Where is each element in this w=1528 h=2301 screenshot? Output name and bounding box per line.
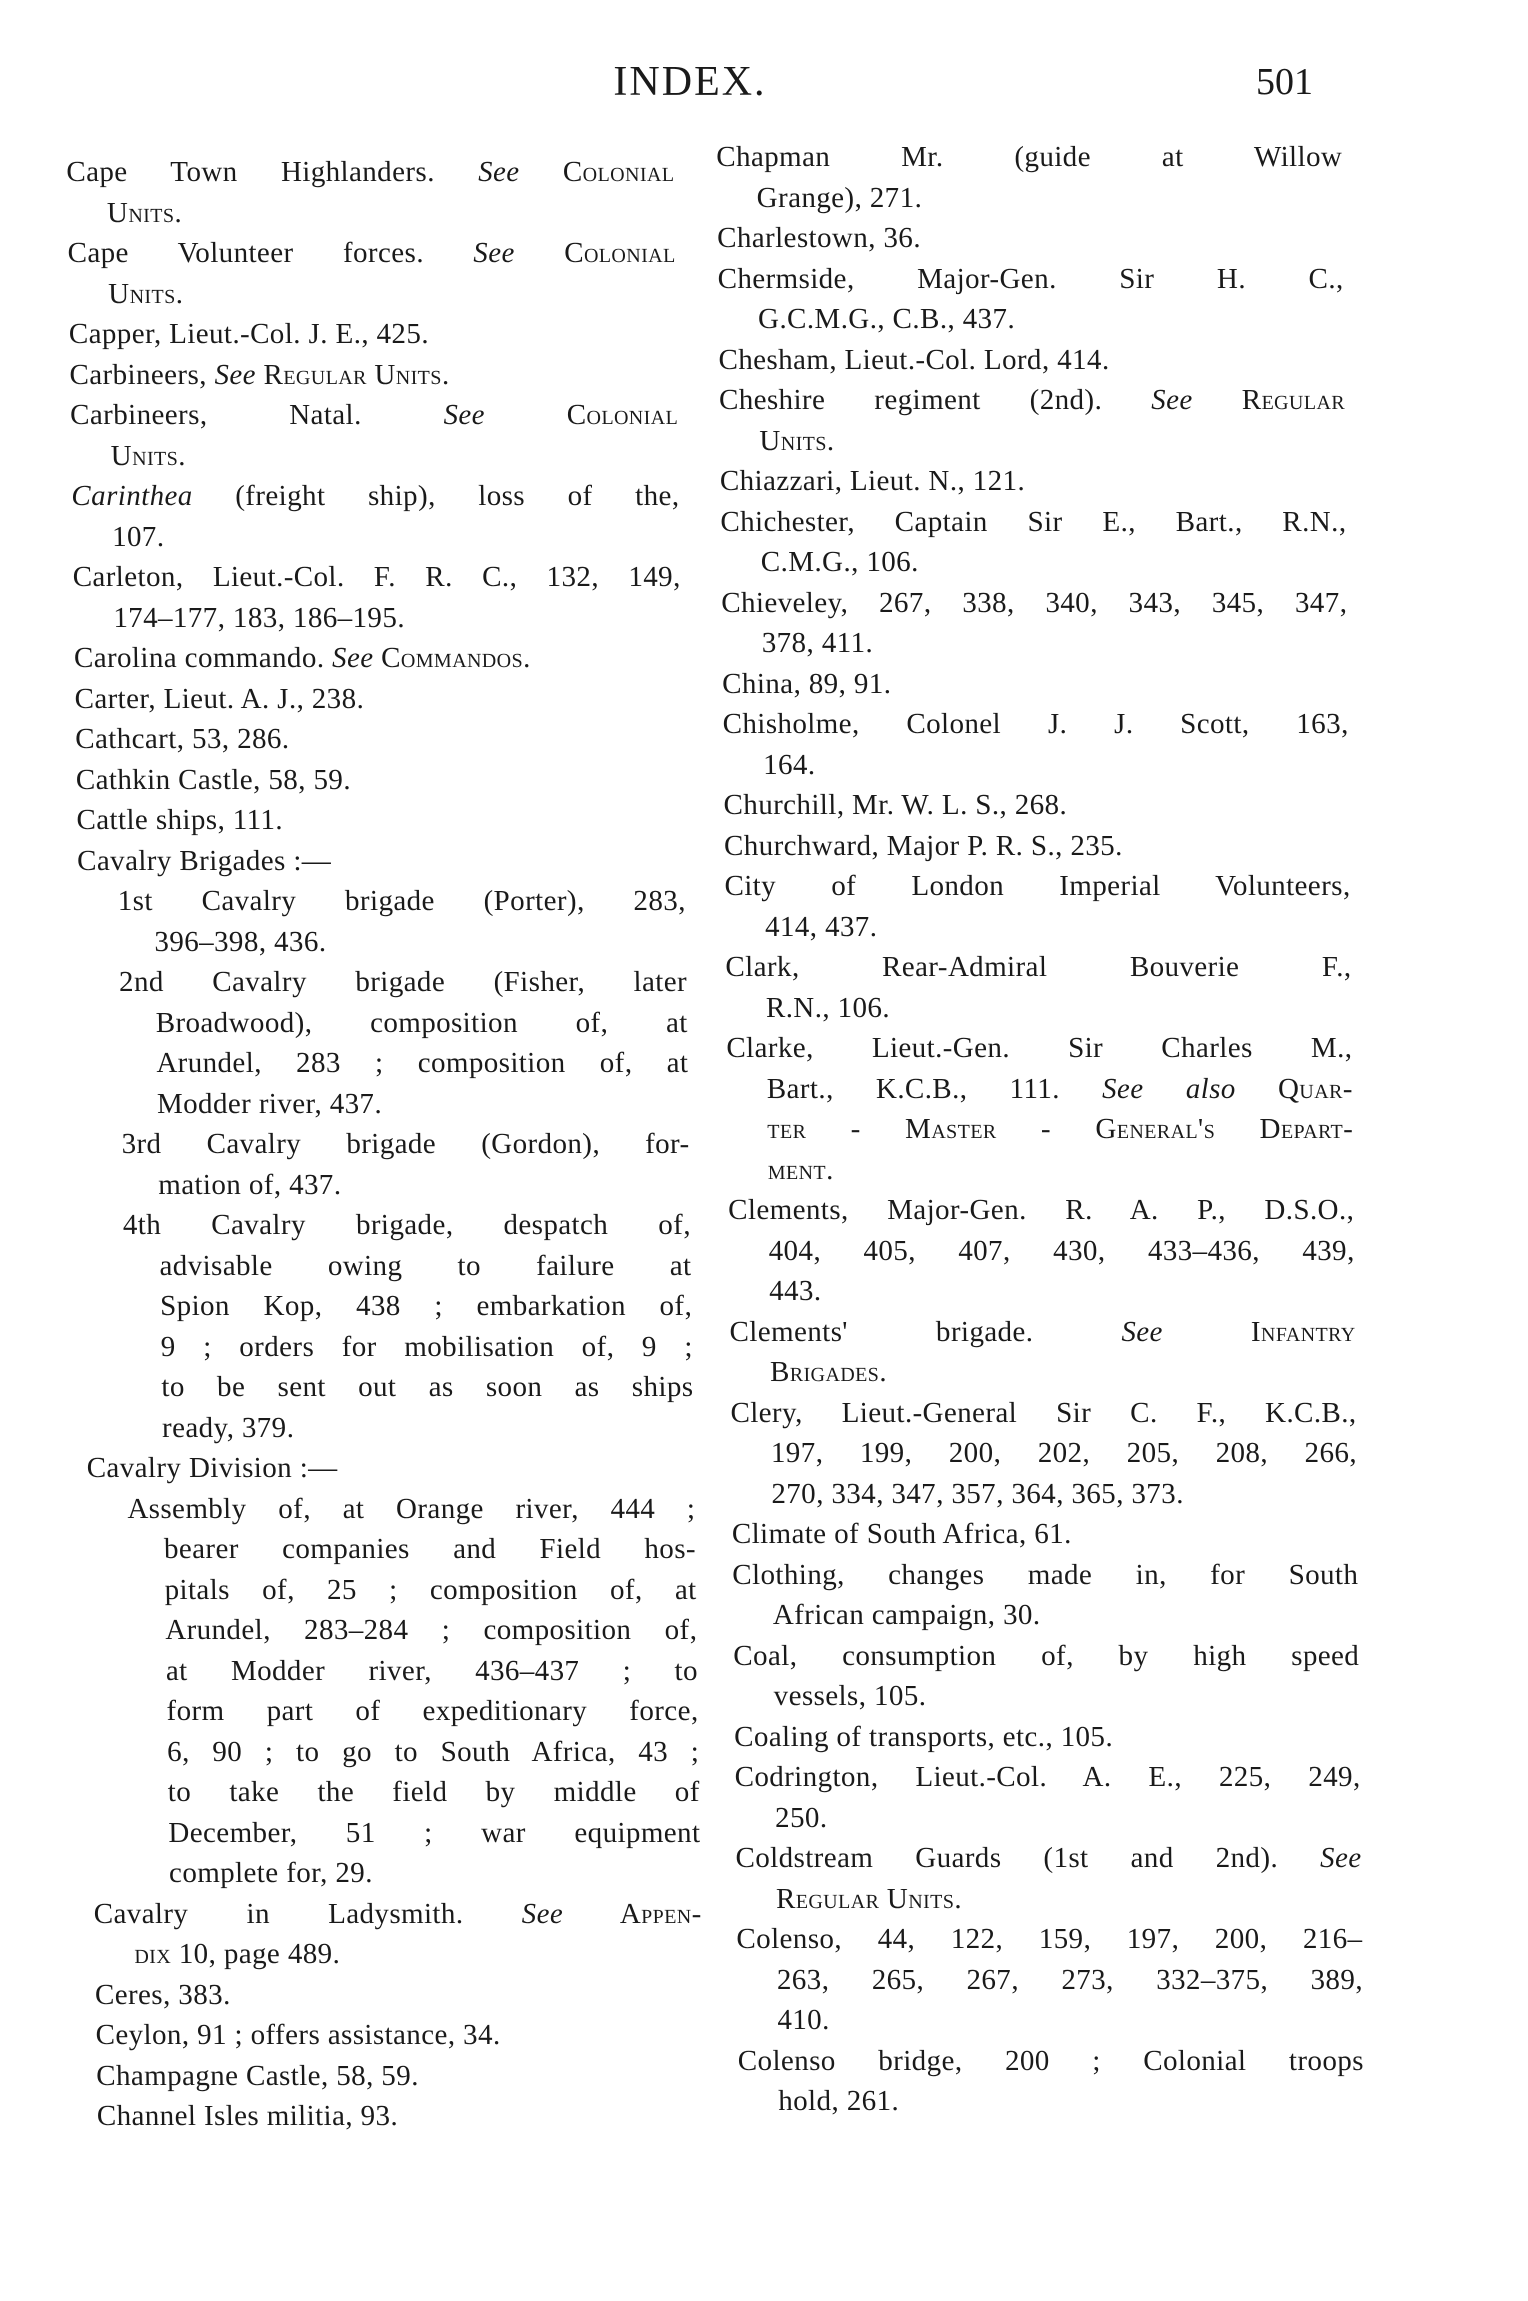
entry-text: Chichester, Captain Sir E., Bart., R.N., (720, 505, 1347, 538)
index-column-right (716, 137, 1365, 2122)
index-entry (718, 340, 1344, 381)
index-entry (79, 962, 688, 1003)
entry-text: Carolina commando. (73, 642, 333, 674)
entry-text: City of London Imperial Volunteers, (724, 870, 1351, 902)
entry-text: 164. (762, 748, 816, 781)
entry-text: Chisholme, Colonel J. J. Scott, 163, (722, 708, 1349, 740)
entry-text: Ceylon, 91 ; offers assistance, 34. (95, 2019, 501, 2051)
entry-text: Clements' brigade. (729, 1315, 1122, 1348)
index-entry (724, 826, 1350, 867)
index-entry (74, 679, 683, 720)
index-entry (723, 785, 1349, 826)
index-entry (730, 1393, 1356, 1434)
index-entry-continuation (736, 1879, 1362, 1920)
entry-text: Carbineers, (69, 358, 215, 391)
entry-text: Cape Volunteer forces. (67, 237, 474, 269)
entry-text: 263, 265, 267, 273, 332–375, 389, (776, 1963, 1364, 1996)
entry-text: (freight ship), loss of the, (192, 480, 680, 512)
index-entry-continuation (88, 1529, 697, 1570)
entry-text: 1st Cavalry brigade (Porter), 283, (117, 885, 687, 917)
entry-text: 174–177, 183, 186–195. (113, 601, 406, 634)
small-caps-text: Colonial (519, 156, 675, 188)
index-entry-continuation (70, 436, 679, 477)
index-entry (93, 1894, 702, 1935)
entry-text: Cathkin Castle, 58, 59. (75, 763, 352, 796)
entry-text: Chieveley, 267, 338, 340, 343, 345, 347, (721, 586, 1348, 619)
index-entry-continuation (722, 623, 1348, 664)
entry-text: Spion Kop, 438 ; embarkation of, (159, 1290, 693, 1322)
index-entry-continuation (91, 1772, 700, 1813)
index-entry (86, 1448, 695, 1489)
entry-text: 197, 199, 200, 202, 205, 208, 266, (770, 1437, 1358, 1469)
index-entry (72, 557, 681, 598)
entry-text: Grange), 271. (756, 181, 923, 214)
entry-text: Cheshire regiment (2nd). (718, 384, 1152, 416)
small-caps-text: Commandos. (373, 642, 531, 674)
index-entry-continuation (733, 1595, 1359, 1636)
index-entry-continuation (728, 1231, 1354, 1272)
small-caps-text: Regular (1192, 384, 1346, 416)
index-entry-continuation (94, 1934, 703, 1975)
index-entry (717, 259, 1343, 300)
index-entry (71, 476, 680, 517)
entry-text: Carbineers, Natal. (69, 399, 444, 431)
index-entry-continuation (731, 1433, 1357, 1474)
index-entry-continuation (730, 1352, 1356, 1393)
entry-text: Broadwood), composition of, at (155, 1006, 688, 1039)
index-entry (96, 2056, 705, 2097)
entry-text: Arundel, 283 ; composition of, at (156, 1047, 689, 1079)
entry-text: mation of, 437. (157, 1168, 342, 1201)
italic-text: Carinthea (71, 480, 193, 512)
small-caps-text: Quar- (1235, 1072, 1353, 1105)
index-entry (83, 1205, 692, 1246)
index-entry (76, 800, 685, 841)
index-entry-continuation (82, 1165, 691, 1206)
entry-text: Cape Town Highlanders. (66, 156, 479, 188)
index-entry (716, 137, 1342, 178)
entry-text: to take the field by middle of (167, 1776, 701, 1808)
index-entry-continuation (84, 1327, 693, 1368)
entry-text: 410. (777, 2004, 830, 2036)
index-entry (732, 1514, 1358, 1555)
entry-text: Clarke, Lieut.-Gen. Sir Charles M., (726, 1032, 1353, 1064)
italic-text: See (477, 156, 520, 188)
italic-text: See (521, 1897, 564, 1930)
entry-text: at Modder river, 436–437 ; to (165, 1654, 699, 1687)
index-entry-continuation (80, 1043, 689, 1084)
index-entry (67, 233, 676, 274)
entry-text: Clements, Major-Gen. R. A. P., D.S.O., (727, 1194, 1355, 1226)
small-caps-text: Units. (107, 277, 184, 310)
entry-text: R.N., 106. (765, 991, 891, 1024)
index-entry (69, 355, 678, 396)
index-entry-continuation (81, 1084, 690, 1125)
index-entry (732, 1555, 1358, 1596)
entry-text: China, 89, 91. (722, 667, 892, 700)
entry-text: bearer companies and Field hos- (163, 1533, 697, 1565)
index-entry-continuation (738, 2081, 1364, 2122)
index-entry (726, 1028, 1352, 1069)
small-caps-text: Colonial (484, 399, 679, 431)
italic-text: See (443, 399, 486, 431)
index-entry (728, 1190, 1354, 1231)
entry-text: G.C.M.G., C.B., 437. (757, 303, 1016, 335)
index-entry-continuation (723, 745, 1349, 786)
index-entry-continuation (727, 1109, 1353, 1150)
entry-text: 6, 90 ; to go to South Africa, 43 ; (166, 1735, 700, 1768)
index-entry-continuation (78, 922, 687, 963)
index-entry (81, 1124, 690, 1165)
index-entry-continuation (727, 1150, 1353, 1191)
entry-text: Capper, Lieut.-Col. J. E., 425. (68, 318, 430, 350)
index-entry-continuation (89, 1610, 698, 1651)
index-entry-continuation (737, 2000, 1363, 2041)
index-entry-continuation (73, 598, 682, 639)
entry-text: C.M.G., 106. (760, 546, 919, 578)
entry-text: Ceres, 383. (94, 1978, 231, 2011)
entry-text: Chapman Mr. (guide at Willow (716, 141, 1343, 173)
index-entry (70, 395, 679, 436)
index-entry-continuation (716, 178, 1342, 219)
small-caps-text: Regular Units. (255, 358, 450, 391)
index-entry (733, 1636, 1359, 1677)
entry-text: 404, 405, 407, 430, 433–436, 439, (768, 1234, 1355, 1267)
small-caps-text: Units. (110, 439, 187, 472)
entry-text: form part of expeditionary force, (166, 1695, 699, 1727)
entry-text: ready, 379. (161, 1411, 295, 1444)
index-entry-continuation (79, 1003, 688, 1044)
small-caps-text: Units. (759, 424, 835, 457)
small-caps-text: dix (134, 1938, 172, 1970)
index-entry (724, 866, 1350, 907)
entry-text: 3rd Cavalry brigade (Gordon), for- (121, 1128, 690, 1160)
entry-text: 378, 411. (761, 627, 874, 659)
index-entry (74, 638, 683, 679)
index-entry (721, 583, 1347, 624)
index-entry-continuation (726, 988, 1352, 1029)
index-entry (75, 719, 684, 760)
entry-text: 9 ; orders for mobilisation of, 9 ; (160, 1330, 694, 1363)
index-entry-continuation (67, 193, 676, 234)
index-entry-continuation (72, 517, 681, 558)
entry-text: 270, 334, 347, 357, 364, 365, 373. (771, 1477, 1184, 1510)
entry-text: Chesham, Lieut.-Col. Lord, 414. (718, 343, 1110, 376)
index-entry-continuation (731, 1474, 1357, 1515)
index-entry-continuation (719, 421, 1345, 462)
entry-text: 396–398, 436. (154, 925, 327, 958)
small-caps-text: ter - Master - General's Depart- (767, 1113, 1354, 1145)
index-entry-continuation (90, 1651, 699, 1692)
entry-text: Modder river, 437. (156, 1087, 383, 1120)
entry-text: 4th Cavalry brigade, despatch of, (122, 1209, 692, 1241)
entry-text: Colenso, 44, 122, 159, 197, 200, 216– (736, 1923, 1363, 1955)
page-title: INDEX. (613, 59, 767, 105)
index-entry-continuation (83, 1246, 692, 1287)
entry-text: to be sent out as soon as ships (161, 1371, 694, 1403)
entry-text: Cavalry Brigades :— (76, 844, 332, 877)
entry-text: Cathcart, 53, 286. (74, 723, 290, 755)
index-entry (76, 760, 685, 801)
entry-text: December, 51 ; war equipment (168, 1816, 701, 1849)
index-entry-continuation (737, 1960, 1363, 2001)
entry-text: Coal, consumption of, by high speed (733, 1639, 1360, 1672)
index-entry-continuation (725, 907, 1351, 948)
index-entry (734, 1757, 1360, 1798)
index-entry (97, 2096, 706, 2137)
index-entry (734, 1717, 1360, 1758)
index-entry (720, 502, 1346, 543)
index-entry-continuation (718, 299, 1344, 340)
entry-text: Cavalry in Ladysmith. (93, 1897, 522, 1930)
entry-text: 107. (111, 520, 165, 553)
italic-text: See (1121, 1315, 1163, 1348)
index-entry-continuation (88, 1570, 697, 1611)
small-caps-text: Colonial (514, 237, 676, 269)
entry-text: Churchward, Major P. R. S., 235. (723, 829, 1123, 862)
entry-text: Clery, Lieut.-General Sir C. F., K.C.B., (730, 1396, 1357, 1429)
index-entry (735, 1838, 1361, 1879)
small-caps-text: Units. (106, 196, 183, 229)
entry-text: Clark, Rear-Admiral Bouverie F., (725, 951, 1352, 983)
entry-text: Charlestown, 36. (716, 222, 922, 254)
index-entry (725, 947, 1351, 988)
small-caps-text: Regular Units. (775, 1882, 963, 1915)
entry-text: Coldstream Guards (1st and 2nd). (735, 1842, 1321, 1874)
index-entry (95, 2015, 704, 2056)
entry-text: Champagne Castle, 58, 59. (95, 2059, 419, 2092)
entry-text: African campaign, 30. (772, 1599, 1041, 1631)
small-caps-text: ment. (767, 1153, 834, 1186)
entry-text: 414, 437. (764, 910, 878, 943)
index-entry (720, 461, 1346, 502)
entry-text: hold, 261. (778, 2085, 900, 2117)
entry-text: Chermside, Major-Gen. Sir H. C., (717, 262, 1344, 295)
entry-text: Arundel, 283–284 ; composition of, (164, 1614, 698, 1646)
index-entry-continuation (721, 542, 1347, 583)
entry-text: Chiazzari, Lieut. N., 121. (719, 465, 1026, 497)
index-entry-continuation (735, 1798, 1361, 1839)
entry-text: 443. (768, 1275, 822, 1307)
index-entry (66, 152, 675, 193)
entry-text: 2nd Cavalry brigade (Fisher, later (118, 966, 688, 998)
index-entry (719, 380, 1345, 421)
index-entry-continuation (93, 1853, 702, 1894)
entry-text: Cavalry Division :— (86, 1452, 338, 1484)
italic-text: See (1151, 384, 1193, 416)
index-entry (77, 841, 686, 882)
index-entry (95, 1975, 704, 2016)
index-entry-continuation (729, 1271, 1355, 1312)
page-number: 501 (1256, 61, 1313, 103)
entry-text: Climate of South Africa, 61. (731, 1518, 1072, 1550)
index-entry-continuation (90, 1691, 699, 1732)
index-entry (736, 1919, 1362, 1960)
index-entry-continuation (92, 1813, 701, 1854)
entry-text: Assembly of, at Orange river, 444 ; (127, 1492, 696, 1525)
italic-text: See (214, 358, 257, 391)
index-entry (729, 1312, 1355, 1353)
entry-text: 10, page 489. (170, 1938, 341, 1970)
entry-text: Carter, Lieut. A. J., 238. (74, 682, 365, 715)
index-entry-continuation (85, 1367, 694, 1408)
italic-text: See also (1101, 1072, 1236, 1105)
index-entry (77, 881, 686, 922)
italic-text: See (331, 642, 374, 674)
entry-text: vessels, 105. (773, 1680, 927, 1712)
entry-text: Clothing, changes made in, for South (732, 1558, 1359, 1591)
entry-text: Carleton, Lieut.-Col. F. R. C., 132, 149, (72, 561, 681, 593)
index-entry (738, 2041, 1364, 2082)
italic-text: See (1319, 1842, 1362, 1874)
entry-text: Coaling of transports, etc., 105. (733, 1720, 1114, 1753)
index-entry (717, 218, 1343, 259)
index-entry-continuation (84, 1286, 693, 1327)
index-entry-continuation (91, 1732, 700, 1773)
index-entry-continuation (727, 1069, 1353, 1110)
entry-text: advisable owing to failure at (159, 1249, 692, 1282)
index-entry-continuation (733, 1676, 1359, 1717)
index-entry (722, 704, 1348, 745)
small-caps-text: Brigades. (769, 1356, 888, 1388)
index-entry-continuation (86, 1408, 695, 1449)
index-entry (69, 314, 678, 355)
entry-text: 250. (774, 1801, 828, 1834)
entry-text: Churchill, Mr. W. L. S., 268. (723, 789, 1068, 821)
italic-text: See (473, 237, 515, 269)
index-entry-continuation (68, 274, 677, 315)
entry-text: Cattle ships, 111. (76, 804, 284, 836)
index-entry (87, 1489, 696, 1530)
index-column-left (66, 152, 705, 2137)
entry-text: Codrington, Lieut.-Col. A. E., 225, 249, (734, 1761, 1361, 1793)
index-entry (722, 664, 1348, 705)
entry-text: Bart., K.C.B., 111. (766, 1072, 1103, 1105)
entry-text: Colenso bridge, 200 ; Colonial troops (737, 2044, 1365, 2077)
entry-text: Channel Isles militia, 93. (96, 2100, 399, 2132)
small-caps-text: Appen- (562, 1897, 702, 1930)
entry-text: pitals of, 25 ; composition of, at (164, 1573, 697, 1606)
small-caps-text: Infantry (1162, 1315, 1356, 1348)
entry-text: complete for, 29. (168, 1857, 374, 1889)
